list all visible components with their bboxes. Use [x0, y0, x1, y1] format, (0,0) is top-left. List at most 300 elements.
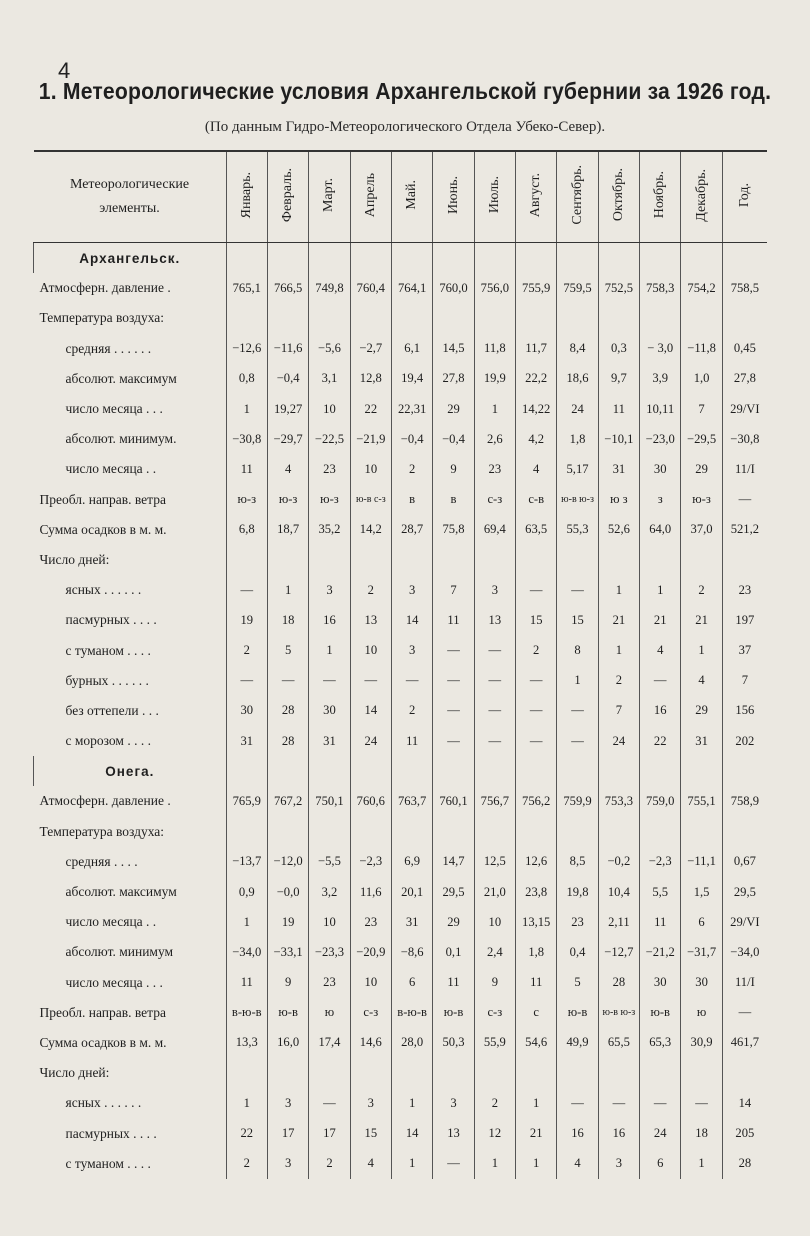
month-cell: 28	[267, 726, 308, 756]
month-cell: —	[309, 1088, 350, 1118]
empty-cell	[722, 545, 767, 575]
month-cell: 3,9	[640, 364, 681, 394]
month-cell: 4,2	[516, 424, 557, 454]
month-cell: 756,7	[474, 786, 515, 816]
empty-cell	[640, 545, 681, 575]
month-cell: 11	[226, 454, 267, 484]
month-cell: 18,6	[557, 364, 598, 394]
month-cell: 6	[391, 968, 432, 998]
month-cell: 767,2	[267, 786, 308, 816]
month-cell: 7	[681, 394, 722, 424]
month-cell: ю-в	[640, 998, 681, 1028]
row-label: Атмосферн. давление .	[39, 280, 171, 296]
month-cell: 4	[640, 635, 681, 665]
month-cell: 21	[598, 605, 639, 635]
month-cell: 17	[309, 1118, 350, 1148]
month-cell: 749,8	[309, 273, 350, 303]
month-cell: 760,4	[350, 273, 391, 303]
empty-cell	[350, 817, 391, 847]
month-cell: 19,9	[474, 364, 515, 394]
month-cell: 763,7	[391, 786, 432, 816]
row-label: средняя . . . . . .	[65, 340, 152, 356]
empty-cell	[722, 817, 767, 847]
month-cell: −0,4	[391, 424, 432, 454]
month-cell: ю-з	[681, 485, 722, 515]
month-cell: 19,27	[267, 394, 308, 424]
table-row	[34, 575, 768, 605]
month-cell: в-ю-в	[391, 998, 432, 1028]
table-row	[34, 273, 768, 303]
month-cell: —	[681, 1088, 722, 1118]
month-cell: −0,0	[267, 877, 308, 907]
table-row	[34, 454, 768, 484]
month-cell: 31	[681, 726, 722, 756]
group-label-row	[34, 1058, 768, 1088]
year-cell: 37	[722, 635, 767, 665]
month-cell: —	[474, 696, 515, 726]
month-cell: 756,0	[474, 273, 515, 303]
month-cell: 29,5	[433, 877, 474, 907]
empty-cell	[474, 303, 515, 333]
month-cell: 11	[598, 394, 639, 424]
empty-cell	[598, 545, 639, 575]
row-label: с туманом . . . .	[65, 642, 151, 658]
page-title: 1. Метеорологические условия Архангельской губернии за 1926 год.	[38, 78, 772, 104]
month-cell: 760,0	[433, 273, 474, 303]
month-cell: 24	[640, 1118, 681, 1148]
month-cell: 1	[474, 1149, 515, 1179]
month-cell: −23,0	[640, 424, 681, 454]
month-cell: 28	[267, 696, 308, 726]
month-cell: 13	[350, 605, 391, 635]
month-cell: 5	[557, 968, 598, 998]
month-cell: −23,3	[309, 937, 350, 967]
group-label-row	[34, 545, 768, 575]
month-cell: 3,1	[309, 364, 350, 394]
empty-cell	[226, 817, 267, 847]
month-cell: 6	[681, 907, 722, 937]
year-cell: 23	[722, 575, 767, 605]
month-cell: ю з	[598, 485, 639, 515]
empty-cell	[226, 303, 267, 333]
month-cell: 31	[226, 726, 267, 756]
month-cell: 30	[681, 968, 722, 998]
month-cell: 3	[267, 1149, 308, 1179]
month-cell: 3,2	[309, 877, 350, 907]
month-cell: —	[598, 1088, 639, 1118]
empty-cell	[598, 303, 639, 333]
section-title: Онега.	[34, 756, 227, 786]
month-cell: 14	[391, 605, 432, 635]
month-cell: −21,2	[640, 937, 681, 967]
month-cell: 755,9	[516, 273, 557, 303]
month-cell: 3	[474, 575, 515, 605]
month-cell: —	[309, 666, 350, 696]
month-cell: 0,3	[598, 334, 639, 364]
month-cell: −21,9	[350, 424, 391, 454]
month-cell: 4	[267, 454, 308, 484]
row-label: абсолют. минимум	[65, 944, 174, 960]
month-cell: 7	[433, 575, 474, 605]
month-cell: 10,4	[598, 877, 639, 907]
empty-cell	[640, 1058, 681, 1088]
empty-cell	[598, 817, 639, 847]
header-month	[557, 151, 598, 243]
month-cell: —	[474, 726, 515, 756]
year-cell: 29,5	[722, 877, 767, 907]
month-cell: −11,6	[267, 334, 308, 364]
empty-cell	[557, 1058, 598, 1088]
table-row	[34, 635, 768, 665]
table-row	[34, 1088, 768, 1118]
month-cell: 759,5	[557, 273, 598, 303]
empty-cell	[516, 545, 557, 575]
header-elements-text: Метеорологические элементы.	[69, 177, 190, 216]
empty-cell	[516, 817, 557, 847]
year-cell: −30,8	[722, 424, 767, 454]
row-label: число месяца . .	[65, 461, 157, 477]
month-cell: —	[226, 666, 267, 696]
month-cell: 16,0	[267, 1028, 308, 1058]
month-cell: 23	[557, 907, 598, 937]
month-cell: 18	[681, 1118, 722, 1148]
month-cell: 1	[598, 575, 639, 605]
year-cell: 156	[722, 696, 767, 726]
month-cell: 65,3	[640, 1028, 681, 1058]
month-cell: 3	[267, 1088, 308, 1118]
month-cell: 1	[391, 1149, 432, 1179]
month-cell: 3	[433, 1088, 474, 1118]
month-cell: −34,0	[226, 937, 267, 967]
header-year-label: Год.	[736, 182, 752, 208]
month-cell: 0,9	[226, 877, 267, 907]
month-cell: −11,8	[681, 334, 722, 364]
month-cell: 14	[391, 1118, 432, 1148]
table-header-row	[34, 151, 768, 243]
month-cell: −12,7	[598, 937, 639, 967]
month-cell: 63,5	[516, 515, 557, 545]
month-cell: 22	[350, 394, 391, 424]
header-month	[267, 151, 308, 243]
month-cell: 21,0	[474, 877, 515, 907]
month-cell: 5,17	[557, 454, 598, 484]
month-cell: 756,2	[516, 786, 557, 816]
table-row	[34, 605, 768, 635]
month-cell: 49,9	[557, 1028, 598, 1058]
month-cell: 18,7	[267, 515, 308, 545]
month-cell: 29	[433, 907, 474, 937]
month-cell: 30	[640, 454, 681, 484]
month-cell: 14	[350, 696, 391, 726]
month-cell: 1	[391, 1088, 432, 1118]
month-cell: 24	[598, 726, 639, 756]
month-cell: 13	[474, 605, 515, 635]
table-row	[34, 1028, 768, 1058]
empty-cell	[433, 303, 474, 333]
month-cell: —	[474, 635, 515, 665]
month-cell: 55,9	[474, 1028, 515, 1058]
month-cell: 2	[391, 454, 432, 484]
empty-cell	[681, 756, 722, 786]
month-cell: с-з	[474, 485, 515, 515]
header-month	[681, 151, 722, 243]
year-cell: 0,67	[722, 847, 767, 877]
month-cell: −0,4	[267, 364, 308, 394]
empty-cell	[474, 243, 515, 274]
empty-cell	[350, 756, 391, 786]
month-cell: 9	[474, 968, 515, 998]
month-cell: 29	[433, 394, 474, 424]
month-cell: 23	[309, 454, 350, 484]
empty-cell	[267, 243, 308, 274]
table-row	[34, 907, 768, 937]
empty-cell	[640, 303, 681, 333]
page-subtitle: (По данным Гидро-Метеорологического Отдела Убеко-Север).	[204, 119, 606, 135]
month-cell: 11,8	[474, 334, 515, 364]
month-cell: 11,6	[350, 877, 391, 907]
header-month	[309, 151, 350, 243]
table-row	[34, 786, 768, 816]
empty-cell	[557, 817, 598, 847]
month-cell: 13,3	[226, 1028, 267, 1058]
empty-cell	[391, 817, 432, 847]
group-label: Температура воздуха:	[39, 310, 165, 326]
month-cell: 1	[226, 1088, 267, 1118]
empty-cell	[309, 817, 350, 847]
month-cell: 19	[267, 907, 308, 937]
header-month	[433, 151, 474, 243]
month-cell: 4	[557, 1149, 598, 1179]
month-cell: с-з	[350, 998, 391, 1028]
month-cell: 29	[681, 696, 722, 726]
month-cell: 1	[598, 635, 639, 665]
empty-cell	[267, 303, 308, 333]
empty-cell	[433, 756, 474, 786]
month-cell: 50,3	[433, 1028, 474, 1058]
section-row	[34, 243, 768, 274]
month-cell: 15	[350, 1118, 391, 1148]
month-cell: 753,3	[598, 786, 639, 816]
month-cell: 10	[350, 635, 391, 665]
month-cell: 6,8	[226, 515, 267, 545]
row-label: ясных . . . . . .	[65, 1095, 142, 1111]
header-elements-label	[34, 151, 227, 243]
month-cell: 9,7	[598, 364, 639, 394]
empty-cell	[350, 1058, 391, 1088]
empty-cell	[598, 756, 639, 786]
month-cell: 1	[557, 666, 598, 696]
month-cell: 766,5	[267, 273, 308, 303]
empty-cell	[226, 1058, 267, 1088]
month-cell: 11	[433, 968, 474, 998]
empty-cell	[391, 303, 432, 333]
month-cell: ю	[309, 998, 350, 1028]
month-cell: —	[516, 666, 557, 696]
month-cell: 16	[598, 1118, 639, 1148]
table-row	[34, 877, 768, 907]
year-cell: −34,0	[722, 937, 767, 967]
month-cell: 2,6	[474, 424, 515, 454]
month-cell: 30	[226, 696, 267, 726]
empty-cell	[722, 243, 767, 274]
month-cell: —	[557, 575, 598, 605]
table-row	[34, 364, 768, 394]
empty-cell	[309, 545, 350, 575]
month-cell: 28,7	[391, 515, 432, 545]
month-cell: 19,4	[391, 364, 432, 394]
year-cell: 11/I	[722, 968, 767, 998]
empty-cell	[474, 817, 515, 847]
empty-cell	[681, 817, 722, 847]
year-cell: 521,2	[722, 515, 767, 545]
month-cell: 0,4	[557, 937, 598, 967]
empty-cell	[309, 756, 350, 786]
empty-cell	[350, 303, 391, 333]
header-month-label: Март.	[321, 177, 337, 213]
month-cell: 2	[474, 1088, 515, 1118]
month-cell: 30	[640, 968, 681, 998]
month-cell: −29,5	[681, 424, 722, 454]
header-month	[516, 151, 557, 243]
month-cell: 11	[391, 726, 432, 756]
month-cell: 65,5	[598, 1028, 639, 1058]
month-cell: 765,1	[226, 273, 267, 303]
header-year	[722, 151, 767, 243]
month-cell: 16	[309, 605, 350, 635]
month-cell: —	[226, 575, 267, 605]
empty-cell	[640, 243, 681, 274]
empty-cell	[267, 545, 308, 575]
year-cell: —	[722, 485, 767, 515]
year-cell: 205	[722, 1118, 767, 1148]
month-cell: 2,4	[474, 937, 515, 967]
month-cell: 23	[350, 907, 391, 937]
header-month	[226, 151, 267, 243]
page-number: 4	[58, 58, 71, 83]
month-cell: 4	[350, 1149, 391, 1179]
month-cell: 10	[350, 968, 391, 998]
row-label: число месяца . . .	[65, 401, 163, 417]
month-cell: 760,1	[433, 786, 474, 816]
month-cell: 8,5	[557, 847, 598, 877]
month-cell: 11,7	[516, 334, 557, 364]
row-label: Атмосферн. давление .	[39, 793, 171, 809]
month-cell: 3	[391, 635, 432, 665]
empty-cell	[516, 1058, 557, 1088]
month-cell: —	[350, 666, 391, 696]
empty-cell	[433, 1058, 474, 1088]
month-cell: 28	[598, 968, 639, 998]
empty-cell	[391, 1058, 432, 1088]
month-cell: 14,5	[433, 334, 474, 364]
year-cell: 27,8	[722, 364, 767, 394]
month-cell: 31	[309, 726, 350, 756]
table-row	[34, 1118, 768, 1148]
month-cell: с-з	[474, 998, 515, 1028]
month-cell: 12,6	[516, 847, 557, 877]
month-cell: 30	[309, 696, 350, 726]
month-cell: 9	[433, 454, 474, 484]
year-cell: 11/I	[722, 454, 767, 484]
empty-cell	[226, 756, 267, 786]
header-month	[598, 151, 639, 243]
month-cell: 759,0	[640, 786, 681, 816]
empty-cell	[267, 1058, 308, 1088]
month-cell: 11	[226, 968, 267, 998]
year-cell: 197	[722, 605, 767, 635]
empty-cell	[267, 756, 308, 786]
month-cell: 758,3	[640, 273, 681, 303]
month-cell: ю-з	[267, 485, 308, 515]
month-cell: 1,5	[681, 877, 722, 907]
month-cell: 11	[516, 968, 557, 998]
header-month-label: Сентябрь.	[569, 165, 585, 225]
month-cell: ю-з	[309, 485, 350, 515]
row-label: абсолют. максимум	[65, 370, 177, 386]
month-cell: 6,1	[391, 334, 432, 364]
empty-cell	[516, 756, 557, 786]
month-cell: 0,8	[226, 364, 267, 394]
header-month-label: Февраль.	[280, 167, 296, 223]
month-cell: 2	[226, 635, 267, 665]
month-cell: 22	[640, 726, 681, 756]
month-cell: 19	[226, 605, 267, 635]
month-cell: —	[433, 726, 474, 756]
month-cell: 23	[474, 454, 515, 484]
year-cell: 29/VI	[722, 907, 767, 937]
month-cell: 31	[391, 907, 432, 937]
header-month	[350, 151, 391, 243]
month-cell: −31,7	[681, 937, 722, 967]
row-label: средняя . . . .	[65, 853, 138, 869]
month-cell: —	[433, 666, 474, 696]
header-month	[640, 151, 681, 243]
month-cell: 14,22	[516, 394, 557, 424]
empty-cell	[474, 756, 515, 786]
month-cell: − 3,0	[640, 334, 681, 364]
empty-cell	[557, 756, 598, 786]
month-cell: 5,5	[640, 877, 681, 907]
month-cell: 765,9	[226, 786, 267, 816]
group-label-row	[34, 303, 768, 333]
month-cell: 750,1	[309, 786, 350, 816]
month-cell: 14,6	[350, 1028, 391, 1058]
empty-cell	[391, 545, 432, 575]
table-row	[34, 726, 768, 756]
month-cell: 21	[516, 1118, 557, 1148]
month-cell: 1	[474, 394, 515, 424]
month-cell: 754,2	[681, 273, 722, 303]
month-cell: −12,6	[226, 334, 267, 364]
month-cell: 55,3	[557, 515, 598, 545]
month-cell: 764,1	[391, 273, 432, 303]
month-cell: 10	[474, 907, 515, 937]
month-cell: —	[640, 1088, 681, 1118]
row-label: число месяца . . .	[65, 974, 163, 990]
empty-cell	[681, 243, 722, 274]
section-row	[34, 756, 768, 786]
month-cell: —	[516, 726, 557, 756]
group-label: Число дней:	[39, 551, 110, 567]
row-label: абсолют. минимум.	[65, 431, 177, 447]
month-cell: 11	[640, 907, 681, 937]
empty-cell	[640, 817, 681, 847]
month-cell: 760,6	[350, 786, 391, 816]
header-month-label: Апрель	[362, 172, 378, 218]
month-cell: 17,4	[309, 1028, 350, 1058]
month-cell: 3	[391, 575, 432, 605]
row-label: с туманом . . . .	[65, 1155, 151, 1171]
